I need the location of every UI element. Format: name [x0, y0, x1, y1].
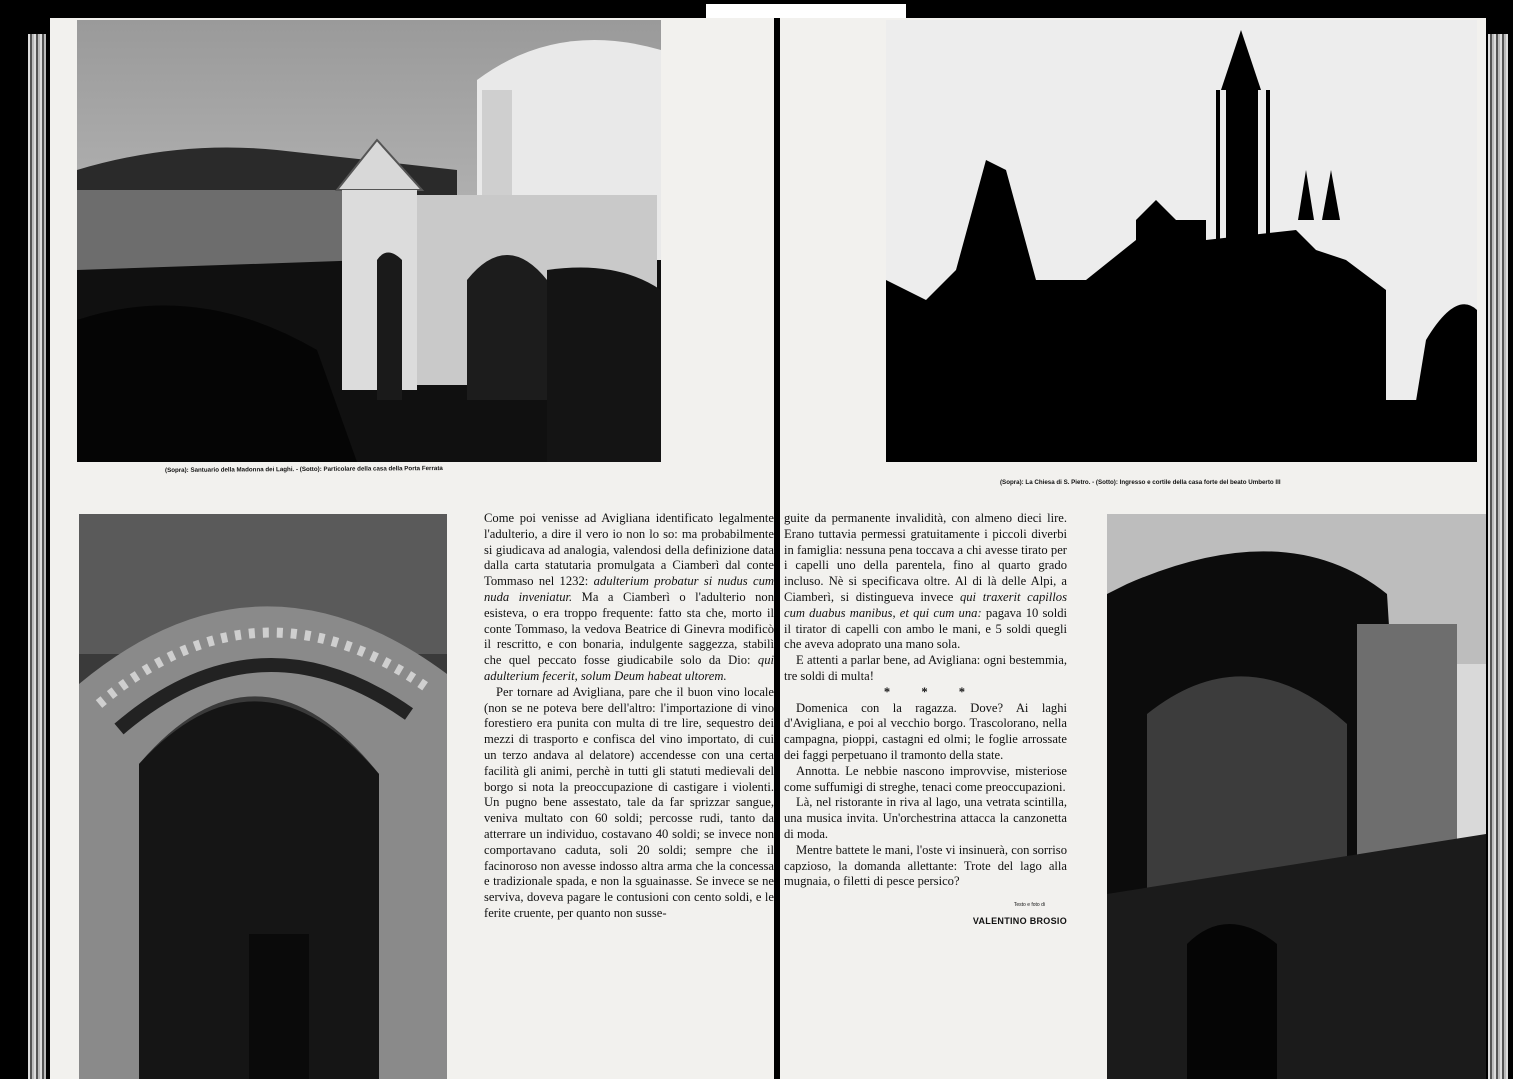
latin-quote: qui adulterium fecerit, solum Deum habeat ultorem.	[484, 653, 774, 683]
page-top-tab	[706, 4, 906, 18]
photo-porta-ferrata-arch	[79, 514, 447, 1079]
text-span: Ma a Ciamberì o l'adulterio non esisteva, o era troppo frequente: fatto sta che, morto il conte Tommaso, la vedova Beatrice di Ginevra modificò il rescritto, e con bonaria, indulgente saggezza, stabilì che quel peccato fosse giudicabile solo da Dio:	[484, 589, 774, 668]
text-span: pagava 10 soldi il tirator di capelli con ambo le mani, e 5 soldi quegli che aveva adoprato una mano sola.	[784, 605, 1067, 652]
text-span: Come poi venisse ad Avigliana identificato legalmente l'adulterio, a dire il vero io non lo so: ma probabilmente si giudicava ad analogia, valendosi della definizione data dalla carta statutaria promulgata a Ciamberì dal conte Tommaso nel 1232:	[484, 511, 774, 589]
text-span: guite da permanente invalidità, con almeno dieci lire. Erano tuttavia permessi gratuitamente i piccoli diverbi in famiglia: nessuna pena toccava a chi avesse tirato per i capelli uno della parentela, fino al quarto grado incluso. Nè si specificava oltre. Al di là delle Alpi, a Ciamberì, si distingueva invece	[784, 511, 1067, 604]
text-column-2	[784, 511, 1067, 930]
photo-chiesa-san-pietro	[886, 20, 1477, 462]
paragraph-adulterio	[484, 511, 774, 685]
paragraph-ristorante: Là, nel ristorante in riva al lago, una vetrata scintilla, una musica invita. Un'orchestrina attacca la canzonetta di moda.	[784, 795, 1067, 841]
credit-label: Testo e foto di	[1013, 902, 1045, 909]
paragraph-annotta: Annotta. Le nebbie nascono improvvise, misteriose come suffumigi di streghe, tenaci come preoccupazioni.	[784, 763, 1067, 794]
paragraph-vino: Per tornare ad Avigliana, pare che il buon vino locale (non se ne poteva bere dell'altro: l'importazione di vino forestiero era punita con multa di tre lire, sequestro dei mezzi di trasporto e confisca del vino importato, di cui un terzo andava al delatore) accendesse con una certa facilità gli animi, perchè in tutti gli statuti medievali del borgo si nota la preoccupazione di castigare i violenti. Un pugno bene assestato, tale da far sprizzar sangue, veniva multato con 60 soldi; percosse rudi, tanto da atterrare un individuo, costavano 40 soldi; se invece non comportavano caduta, soli 20 soldi; sempre che il facinoroso non avesse indosso altra arma che la concessa e tradizionale spada, e non la sguainasse. Se invece se ne serviva, doveva pagare le contusioni con cento soldi, e le ferite cruente, per quanto non susse-	[484, 684, 774, 920]
paragraph-bestemmia: E attenti a parlar bene, ad Avigliana: ogni bestemmia, tre soldi di multa!	[784, 653, 1067, 683]
paragraph-oste: Mentre battete le mani, l'oste vi insinuerà, con sorriso capzioso, la domanda allettante: Trote del lago alla mugnaia, o filetti di pesce persico?	[784, 842, 1067, 889]
photo-casa-forte-umberto-iii	[1107, 514, 1486, 1079]
latin-quote: adulterium probatur si nudus cum nuda inveniatur.	[484, 574, 774, 604]
text-column-1	[484, 511, 774, 922]
caption-right-top: (Sopra): La Chiesa di S. Pietro. - (Sotto): Ingresso e cortile della casa forte del beato Umberto III	[1000, 479, 1281, 486]
paragraph-domenica: Domenica con la ragazza. Dove? Ai laghi d'Avigliana, e poi al vecchio borgo. Trascolorano, nella campagna, pioppi, castagni ed olmi; le foglie arrossate dei faggi perpetuano il tramonto della state.	[784, 700, 1067, 762]
book-page-edges-left	[28, 34, 46, 1079]
book-page-edges-right	[1488, 34, 1508, 1079]
photo-santuario-madonna-dei-laghi	[77, 20, 661, 462]
section-separator: * * *	[883, 684, 980, 699]
author-name: VALENTINO BROSIO	[972, 915, 1067, 926]
caption-left-top: (Sopra): Santuario della Madonna dei Laghi. - (Sotto): Particolare della casa della Porta Ferrata	[164, 465, 443, 474]
left-page	[50, 18, 774, 1079]
latin-quote: qui traxerit capillos cum duabus manibus, et qui cum una:	[784, 589, 1068, 620]
paragraph-diverbi	[784, 511, 1067, 653]
right-page	[780, 18, 1486, 1079]
